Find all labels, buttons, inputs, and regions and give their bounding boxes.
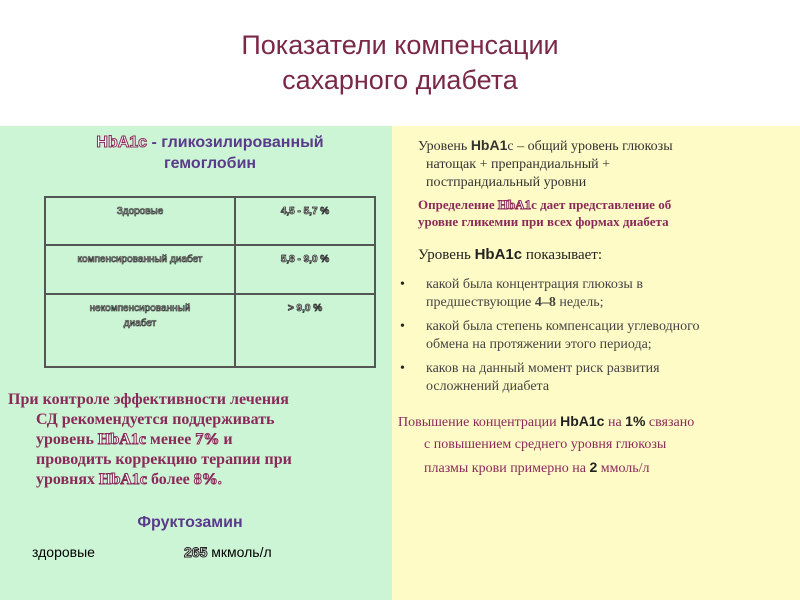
hba1c-term: HbA1 — [497, 197, 532, 212]
hba1c-term: HbA1c — [99, 471, 148, 488]
table-cell-value: 5,8 - 9,0 % — [235, 245, 375, 293]
target-value: 7% — [195, 431, 220, 448]
hba1c-term: HbA1c — [560, 413, 605, 429]
threshold-value: 8%. — [193, 471, 222, 488]
table-cell-category: компенсированный диабет — [45, 245, 235, 293]
table-row — [45, 197, 375, 245]
fructosamine-value: 265 мкмоль/л — [184, 544, 272, 560]
hba1c-def-part2: гемоглобин — [163, 155, 257, 172]
page-title — [0, 28, 800, 98]
list-item: • какой была концентрация глюкозы в предшествующие 4–8 недель; — [400, 276, 790, 312]
hba1c-def-part1: - гликозилированный — [147, 134, 324, 151]
table-cell-value: 4,5 - 5,7 % — [235, 197, 375, 245]
hba1c-norms-table — [44, 196, 376, 368]
list-item: • каков на данный момент риск развития осложнений диабета — [400, 360, 790, 396]
treatment-control-text: При контроле эффективности лечения СД рекомендуется поддерживать уровень HbA1c менее 7% и проводить коррекцию терапии при уровнях HbA1c более 8%. — [8, 391, 292, 488]
hba1c-term: HbA1c — [96, 134, 148, 151]
list-item: • какой была степень компенсации углеводного обмена на протяжении этого периода; — [400, 318, 790, 354]
fructosamine-label: здоровые — [32, 544, 95, 560]
table-cell-category: Здоровые — [45, 197, 235, 245]
hba1c-increase-paragraph: Повышение концентрации HbA1c на 1% связано с повышением среднего уровня глюкозы плазмы крови примерно на 2 ммоль/л — [398, 413, 695, 476]
hba1c-shows-list — [400, 276, 790, 402]
table-cell-category: некомпенсированный диабет — [45, 294, 235, 367]
hba1c-term: HbA1c — [97, 431, 146, 448]
fructosamine-title: Фруктозамин — [137, 514, 243, 531]
hba1c-definition — [60, 132, 360, 174]
table-row — [45, 245, 375, 293]
hba1c-determination-paragraph: Определение HbA1с дает представление об уровне гликемии при всех формах диабета — [418, 197, 672, 229]
title-line-1: Показатели компенсации — [241, 30, 559, 60]
title-line-2: сахарного диабета — [282, 65, 518, 95]
hba1c-term: HbA1c — [474, 246, 523, 263]
hba1c-term: HbA1 — [470, 137, 508, 153]
table-row — [45, 294, 375, 367]
hba1c-level-paragraph: Уровень HbA1с – общий уровень глюкозы натощак + препрандиальный + постпрандиальный уровни — [418, 137, 673, 190]
table-cell-value: > 9,0 % — [235, 294, 375, 367]
hba1c-shows-heading: Уровень HbA1c показывает: — [418, 246, 603, 263]
